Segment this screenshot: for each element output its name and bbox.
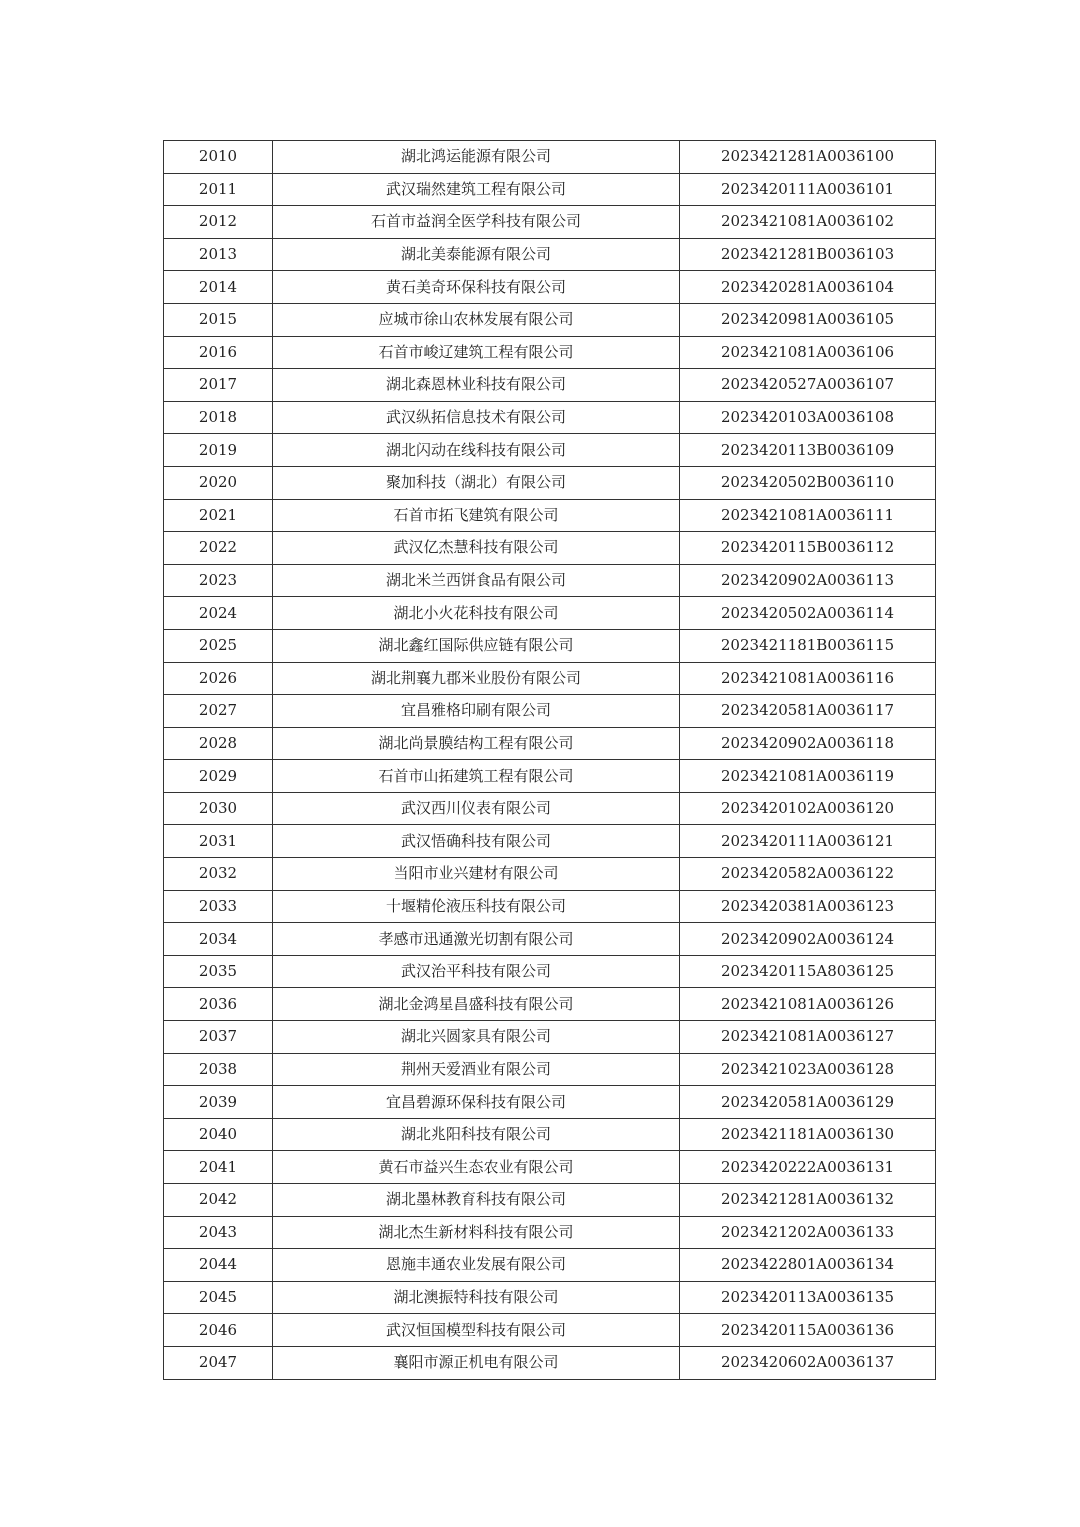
row-number-cell: 2012	[164, 206, 273, 239]
company-name-cell: 应城市徐山农林发展有限公司	[273, 303, 680, 336]
registration-code-cell: 2023421281B0036103	[680, 238, 936, 271]
row-number-cell: 2033	[164, 890, 273, 923]
company-name-cell: 石首市拓飞建筑有限公司	[273, 499, 680, 532]
registration-code-cell: 2023421081A0036119	[680, 760, 936, 793]
registration-code-cell: 2023420113B0036109	[680, 434, 936, 467]
registration-code-cell: 2023420502B0036110	[680, 466, 936, 499]
row-number-cell: 2036	[164, 988, 273, 1021]
company-name-cell: 湖北澳振特科技有限公司	[273, 1281, 680, 1314]
registration-code-cell: 2023420527A0036107	[680, 369, 936, 402]
company-name-cell: 聚加科技（湖北）有限公司	[273, 466, 680, 499]
registration-code-cell: 2023420102A0036120	[680, 792, 936, 825]
row-number-cell: 2021	[164, 499, 273, 532]
table-row	[164, 1314, 936, 1347]
row-number-cell: 2013	[164, 238, 273, 271]
table-row	[164, 434, 936, 467]
registration-code-cell: 2023420222A0036131	[680, 1151, 936, 1184]
registration-code-cell: 2023421281A0036100	[680, 141, 936, 174]
table-row	[164, 1281, 936, 1314]
company-name-cell: 宜昌雅格印刷有限公司	[273, 695, 680, 728]
company-name-cell: 湖北森恩林业科技有限公司	[273, 369, 680, 402]
table-row	[164, 629, 936, 662]
table-row	[164, 564, 936, 597]
company-name-cell: 湖北美泰能源有限公司	[273, 238, 680, 271]
row-number-cell: 2010	[164, 141, 273, 174]
registration-code-cell: 2023420581A0036129	[680, 1086, 936, 1119]
table-row	[164, 923, 936, 956]
registration-code-cell: 2023420111A0036121	[680, 825, 936, 858]
row-number-cell: 2032	[164, 858, 273, 891]
table-row	[164, 1249, 936, 1282]
row-number-cell: 2024	[164, 597, 273, 630]
table-row	[164, 369, 936, 402]
registration-code-cell: 2023420582A0036122	[680, 858, 936, 891]
row-number-cell: 2044	[164, 1249, 273, 1282]
table-row	[164, 1151, 936, 1184]
row-number-cell: 2020	[164, 466, 273, 499]
row-number-cell: 2037	[164, 1021, 273, 1054]
table-row	[164, 1118, 936, 1151]
company-name-cell: 武汉治平科技有限公司	[273, 955, 680, 988]
registration-code-cell: 2023421023A0036128	[680, 1053, 936, 1086]
table-row	[164, 499, 936, 532]
row-number-cell: 2035	[164, 955, 273, 988]
table-row	[164, 303, 936, 336]
registration-code-cell: 2023421181B0036115	[680, 629, 936, 662]
table-row	[164, 597, 936, 630]
company-name-cell: 宜昌碧源环保科技有限公司	[273, 1086, 680, 1119]
registration-code-cell: 2023420111A0036101	[680, 173, 936, 206]
company-name-cell: 武汉西川仪表有限公司	[273, 792, 680, 825]
registration-code-cell: 2023422801A0036134	[680, 1249, 936, 1282]
table-row	[164, 1184, 936, 1217]
row-number-cell: 2034	[164, 923, 273, 956]
company-name-cell: 荆州天爱酒业有限公司	[273, 1053, 680, 1086]
company-name-cell: 湖北兆阳科技有限公司	[273, 1118, 680, 1151]
table-row	[164, 695, 936, 728]
company-name-cell: 襄阳市源正机电有限公司	[273, 1346, 680, 1379]
company-name-cell: 石首市山拓建筑工程有限公司	[273, 760, 680, 793]
row-number-cell: 2014	[164, 271, 273, 304]
company-name-cell: 黄石市益兴生态农业有限公司	[273, 1151, 680, 1184]
company-name-cell: 湖北兴圆家具有限公司	[273, 1021, 680, 1054]
company-name-cell: 当阳市业兴建材有限公司	[273, 858, 680, 891]
table-row	[164, 760, 936, 793]
registration-code-cell: 2023421202A0036133	[680, 1216, 936, 1249]
row-number-cell: 2028	[164, 727, 273, 760]
company-name-cell: 武汉恒国模型科技有限公司	[273, 1314, 680, 1347]
table-row	[164, 792, 936, 825]
row-number-cell: 2022	[164, 532, 273, 565]
company-name-cell: 湖北荆襄九郡米业股份有限公司	[273, 662, 680, 695]
table-row	[164, 271, 936, 304]
company-name-cell: 湖北墨林教育科技有限公司	[273, 1184, 680, 1217]
registration-code-cell: 2023421081A0036126	[680, 988, 936, 1021]
row-number-cell: 2029	[164, 760, 273, 793]
registration-code-cell: 2023420381A0036123	[680, 890, 936, 923]
registration-code-cell: 2023420502A0036114	[680, 597, 936, 630]
row-number-cell: 2045	[164, 1281, 273, 1314]
table-row	[164, 955, 936, 988]
registration-code-cell: 2023421081A0036106	[680, 336, 936, 369]
table-row	[164, 1021, 936, 1054]
registration-code-cell: 2023421081A0036102	[680, 206, 936, 239]
registration-code-cell: 2023421081A0036127	[680, 1021, 936, 1054]
registration-code-cell: 2023420281A0036104	[680, 271, 936, 304]
company-name-cell: 恩施丰通农业发展有限公司	[273, 1249, 680, 1282]
company-name-cell: 武汉悟确科技有限公司	[273, 825, 680, 858]
table-row	[164, 206, 936, 239]
company-name-cell: 孝感市迅通激光切割有限公司	[273, 923, 680, 956]
company-name-cell: 湖北金鸿星昌盛科技有限公司	[273, 988, 680, 1021]
company-name-cell: 黄石美奇环保科技有限公司	[273, 271, 680, 304]
row-number-cell: 2038	[164, 1053, 273, 1086]
company-name-cell: 十堰精伦液压科技有限公司	[273, 890, 680, 923]
table-row	[164, 858, 936, 891]
row-number-cell: 2027	[164, 695, 273, 728]
registration-code-cell: 2023420115A8036125	[680, 955, 936, 988]
registration-code-cell: 2023420981A0036105	[680, 303, 936, 336]
row-number-cell: 2041	[164, 1151, 273, 1184]
row-number-cell: 2016	[164, 336, 273, 369]
registration-code-cell: 2023420602A0036137	[680, 1346, 936, 1379]
row-number-cell: 2025	[164, 629, 273, 662]
company-name-cell: 武汉瑞然建筑工程有限公司	[273, 173, 680, 206]
registration-code-cell: 2023421081A0036111	[680, 499, 936, 532]
table-row	[164, 1216, 936, 1249]
table-row	[164, 336, 936, 369]
company-name-cell: 武汉亿杰慧科技有限公司	[273, 532, 680, 565]
registration-code-cell: 2023421181A0036130	[680, 1118, 936, 1151]
table-row	[164, 141, 936, 174]
row-number-cell: 2040	[164, 1118, 273, 1151]
table-row	[164, 1086, 936, 1119]
row-number-cell: 2018	[164, 401, 273, 434]
row-number-cell: 2031	[164, 825, 273, 858]
row-number-cell: 2019	[164, 434, 273, 467]
company-name-cell: 湖北小火花科技有限公司	[273, 597, 680, 630]
registration-code-cell: 2023420902A0036113	[680, 564, 936, 597]
registration-code-cell: 2023420113A0036135	[680, 1281, 936, 1314]
row-number-cell: 2043	[164, 1216, 273, 1249]
table-row	[164, 825, 936, 858]
company-name-cell: 湖北鑫红国际供应链有限公司	[273, 629, 680, 662]
table-row	[164, 727, 936, 760]
table-row	[164, 532, 936, 565]
row-number-cell: 2026	[164, 662, 273, 695]
company-name-cell: 湖北闪动在线科技有限公司	[273, 434, 680, 467]
row-number-cell: 2046	[164, 1314, 273, 1347]
table-row	[164, 173, 936, 206]
row-number-cell: 2017	[164, 369, 273, 402]
table-row	[164, 238, 936, 271]
company-name-cell: 石首市峻辽建筑工程有限公司	[273, 336, 680, 369]
company-name-cell: 湖北尚景膜结构工程有限公司	[273, 727, 680, 760]
table-row	[164, 466, 936, 499]
table-row	[164, 1053, 936, 1086]
company-name-cell: 湖北米兰西饼食品有限公司	[273, 564, 680, 597]
table-row	[164, 890, 936, 923]
row-number-cell: 2030	[164, 792, 273, 825]
row-number-cell: 2015	[164, 303, 273, 336]
table-row	[164, 662, 936, 695]
company-name-cell: 武汉纵拓信息技术有限公司	[273, 401, 680, 434]
registration-code-cell: 2023420115B0036112	[680, 532, 936, 565]
company-name-cell: 湖北鸿运能源有限公司	[273, 141, 680, 174]
company-name-cell: 湖北杰生新材料科技有限公司	[273, 1216, 680, 1249]
table-body	[164, 141, 936, 1380]
registration-code-cell: 2023420581A0036117	[680, 695, 936, 728]
registration-code-cell: 2023421081A0036116	[680, 662, 936, 695]
registration-code-cell: 2023421281A0036132	[680, 1184, 936, 1217]
row-number-cell: 2023	[164, 564, 273, 597]
row-number-cell: 2047	[164, 1346, 273, 1379]
table-row	[164, 988, 936, 1021]
registration-code-cell: 2023420902A0036124	[680, 923, 936, 956]
registration-code-cell: 2023420115A0036136	[680, 1314, 936, 1347]
table-row	[164, 1346, 936, 1379]
registration-code-cell: 2023420103A0036108	[680, 401, 936, 434]
table-row	[164, 401, 936, 434]
company-registry-table	[163, 140, 936, 1380]
row-number-cell: 2039	[164, 1086, 273, 1119]
registration-code-cell: 2023420902A0036118	[680, 727, 936, 760]
row-number-cell: 2042	[164, 1184, 273, 1217]
row-number-cell: 2011	[164, 173, 273, 206]
company-name-cell: 石首市益润全医学科技有限公司	[273, 206, 680, 239]
